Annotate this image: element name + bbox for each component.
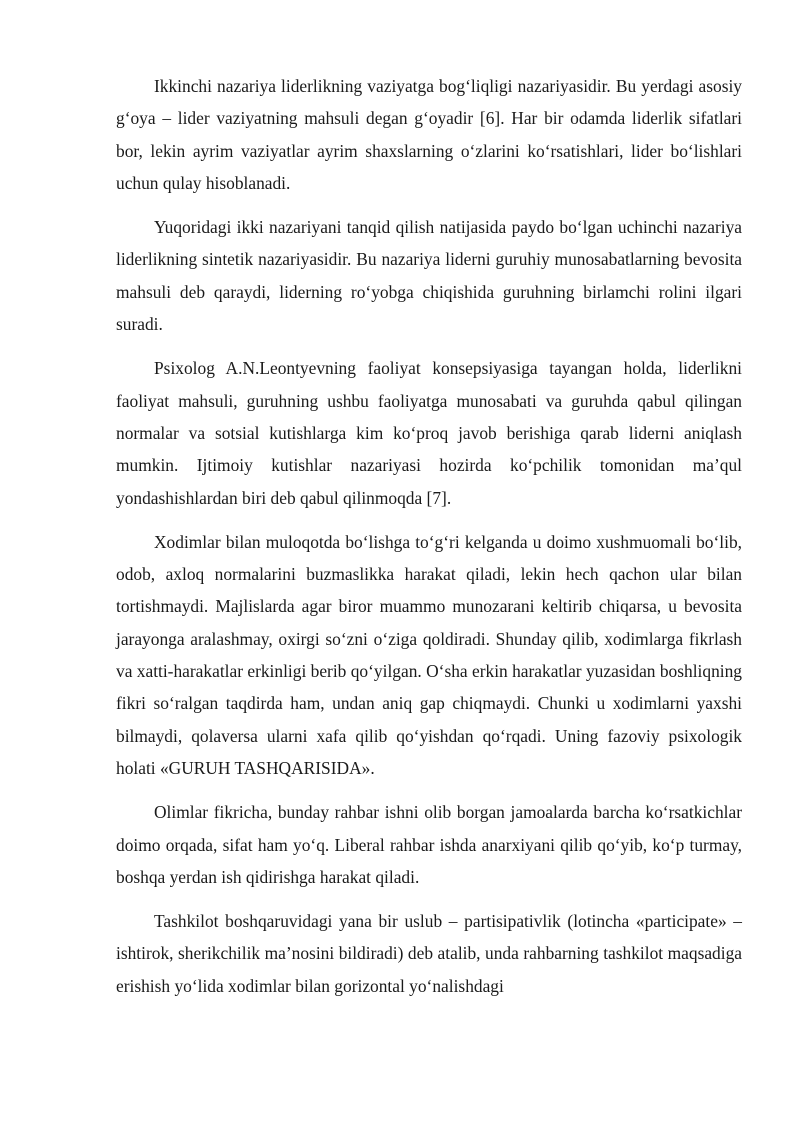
document-body	[116, 70, 742, 1014]
paragraph-leontyev-activity-concept: Psixolog A.N.Leontyevning faoliyat konsepsiyasiga tayangan holda, liderlikni faoliyat mahsuli, guruhning ushbu faoliyatga munosabati va guruhda qabul qilingan normalar va sotsial kutishlarga kim ko‘proq javob berishiga qarab liderni aniqlash mumkin. Ijtimoiy kutishlar nazariyasi hozirda ko‘pchilik tomonidan ma’qul yondashishlardan biri deb qabul qilinmoqda [7].	[116, 358, 742, 508]
paragraph-leadership-synthetic-theory: Yuqoridagi ikki nazariyani tanqid qilish natijasida paydo bo‘lgan uchinchi nazariya liderlikning sintetik nazariyasidir. Bu nazariya liderni guruhiy munosabatlarning bevosita mahsuli deb qaraydi, liderning ro‘yobga chiqishida guruhning birlamchi rolini ilgari suradi.	[116, 217, 742, 335]
paragraph-leadership-situational-theory: Ikkinchi nazariya liderlikning vaziyatga bog‘liqligi nazariyasidir. Bu yerdagi asosiy g‘oya – lider vaziyatning mahsuli degan g‘oyadir [6]. Har bir odamda liderlik sifatlari bor, lekin ayrim vaziyatlar ayrim shaxslarning o‘zlarini ko‘rsatishlari, lider bo‘lishlari uchun qulay hisoblanadi.	[116, 76, 742, 193]
paragraph-scholars-opinion: Olimlar fikricha, bunday rahbar ishni olib borgan jamoalarda barcha ko‘rsatkichlar doimo orqada, sifat ham yo‘q. Liberal rahbar ishda anarxiyani qilib qo‘yib, ko‘p turmay, boshqa yerdan ish qidirishga harakat qiladi.	[116, 802, 742, 887]
paragraph-participative-style: Tashkilot boshqaruvidagi yana bir uslub – partisipativlik (lotincha «participate» – ishtirok, sherikchilik ma’nosini bildiradi) deb atalib, unda rahbarning tashkilot maqsadiga erishish yo‘lida xodimlar bilan gorizontal yo‘nalishdagi	[116, 911, 742, 996]
paragraph-liberal-leader-behavior: Xodimlar bilan muloqotda bo‘lishga to‘g‘ri kelganda u doimo xushmuomali bo‘lib, odob, axloq normalarini buzmaslikka harakat qiladi, lekin hech qachon ular bilan tortishmaydi. Majlislarda agar biror muammo munozarani keltirib chiqarsa, u bevosita jarayonga aralashmay, oxirgi so‘zni o‘ziga qoldiradi. Shunday qilib, xodimlarga fikrlash va xatti-harakatlar erkinligi berib qo‘yilgan. O‘sha erkin harakatlar yuzasidan boshliqning fikri so‘ralgan taqdirda ham, undan aniq gap chiqmaydi. Chunki u xodimlarni yaxshi bilmaydi, qolaversa ularni xafa qilib qo‘yishdan qo‘rqadi. Uning fazoviy psixologik holati «GURUH TASHQARISIDA».	[116, 531, 742, 778]
